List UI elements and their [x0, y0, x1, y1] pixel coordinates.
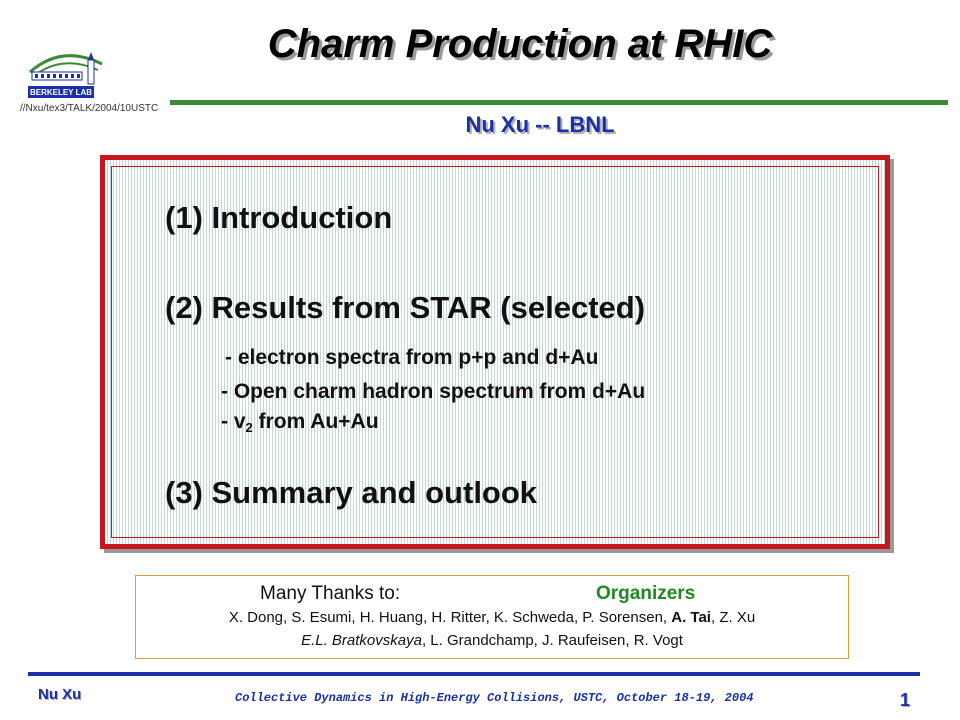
footer-author: Nu Xu — [38, 686, 82, 703]
page-title: Charm Production at RHIC — [267, 22, 773, 66]
names-line-1-bold: A. Tai — [671, 609, 711, 626]
names-line-2-italic: E.L. Bratkovskaya — [301, 632, 422, 649]
agenda-subitem-open-charm: - Open charm hadron spectrum from d+Au — [221, 380, 646, 403]
names-line-2-end: , L. Grandchamp, J. Raufeisen, R. Vogt — [421, 632, 683, 649]
footer-conference: Collective Dynamics in High-Energy Collisions, USTC, October 18-19, 2004 — [235, 691, 754, 705]
names-line-1-end: , Z. Xu — [710, 609, 756, 626]
agenda-item-results: (2) Results from STAR (selected) — [165, 290, 646, 325]
file-path-label: //Nxu/tex3/TALK/2004/10USTC — [20, 103, 159, 114]
agenda-item-introduction: (1) Introduction — [165, 200, 393, 235]
agenda-item-summary: (3) Summary and outlook — [165, 475, 538, 510]
agenda-subitem-electron-spectra: - electron spectra from p+p and d+Au — [225, 346, 599, 369]
organizers-label: Organizers — [596, 583, 696, 604]
berkeley-lab-logo-icon — [22, 42, 114, 108]
agenda-subitem-v2 — [221, 410, 379, 435]
v2-suffix: from Au+Au — [252, 410, 379, 433]
thanks-label: Many Thanks to: — [260, 583, 401, 604]
v2-prefix: - v — [221, 410, 246, 433]
page-number: 1 — [900, 690, 911, 710]
v2-subscript: 2 — [245, 420, 253, 435]
footer-divider — [28, 672, 920, 676]
title-divider — [170, 100, 948, 105]
names-line-1-start: X. Dong, S. Esumi, H. Huang, H. Ritter, K. Schweda, P. Sorensen, — [228, 609, 672, 626]
logo-text: BERKELEY LAB — [29, 88, 93, 97]
agenda-box — [100, 155, 890, 549]
thanks-names-line-1 — [135, 609, 849, 626]
thanks-names-line-2 — [135, 632, 849, 649]
author-affiliation: Nu Xu -- LBNL — [465, 112, 615, 137]
